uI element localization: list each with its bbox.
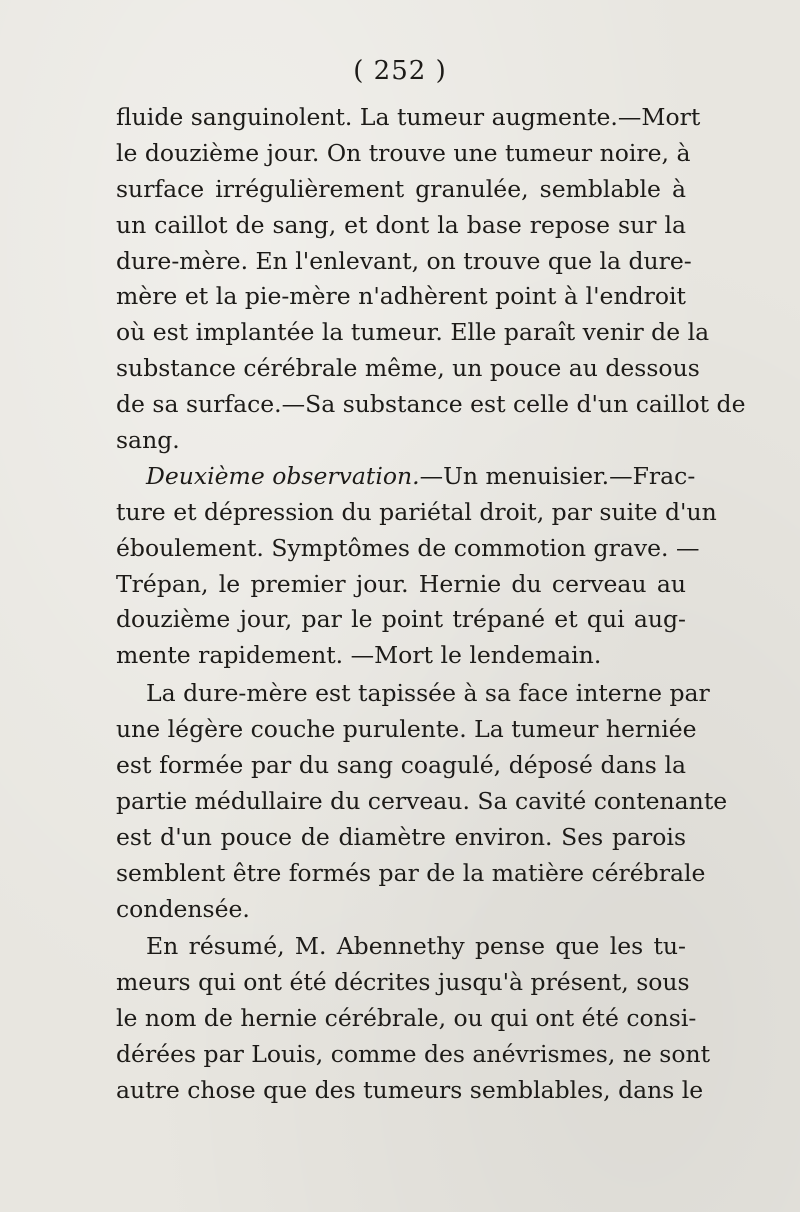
text-line-continuation: —Un menuisier.—Frac- — [419, 461, 696, 490]
text-line: éboulement. Symptômes de commotion grave. — — [116, 533, 700, 562]
text-line: est formée par du sang coagulé, déposé dans la — [116, 751, 686, 780]
text-line: mère et la pie-mère n'adhèrent point à l'endroit — [116, 282, 686, 311]
text-line: substance cérébrale même, un pouce au dessous — [116, 354, 700, 383]
text-line: surface irrégulièrement granulée, semblable à — [116, 174, 686, 203]
text-line: est d'un pouce de diamètre environ. Ses parois — [116, 822, 686, 851]
text-line: partie médullaire du cerveau. Sa cavité contenante — [116, 786, 728, 815]
observation-heading-line — [116, 459, 696, 495]
text-line: semblent être formés par de la matière cérébrale — [116, 858, 706, 887]
text-line: autre chose que des tumeurs semblables, dans le — [116, 1076, 704, 1105]
text-line: meurs qui ont été décrites jusqu'à présent, sous — [116, 968, 690, 997]
text-line: En résumé, M. Abennethy pense que les tu- — [146, 932, 686, 961]
text-line: Trépan, le premier jour. Hernie du cerveau au — [116, 569, 686, 598]
text-line: douzième jour, par le point trépané et qui aug- — [116, 605, 686, 634]
text-line: La dure-mère est tapissée à sa face interne par — [146, 679, 710, 708]
text-line: condensée. — [116, 894, 250, 923]
text-line: fluide sanguinolent. La tumeur augmente.—Mort — [116, 103, 701, 131]
text-line: le nom de hernie cérébrale, ou qui ont été consi- — [116, 1004, 697, 1033]
text-line: de sa surface.—Sa substance est celle d'un caillot de — [116, 390, 746, 419]
text-line: dure-mère. En l'enlevant, on trouve que la dure- — [116, 246, 692, 275]
text-line: sang. — [116, 426, 180, 455]
text-line: dérées par Louis, comme des anévrismes, ne sont — [116, 1040, 711, 1069]
observation-heading: Deuxième observation. — [146, 461, 420, 490]
text-line: mente rapidement. —Mort le lendemain. — [116, 641, 602, 670]
page-number: ( 252 ) — [353, 56, 447, 86]
text-line: le douzième jour. On trouve une tumeur noire, à — [116, 138, 691, 167]
text-line: ture et dépression du pariétal droit, par suite d'un — [116, 497, 717, 526]
body-text — [116, 100, 746, 1109]
text-line: une légère couche purulente. La tumeur herniée — [116, 715, 697, 744]
text-line: où est implantée la tumeur. Elle paraît venir de la — [116, 318, 710, 347]
text-line: un caillot de sang, et dont la base repose sur la — [116, 210, 686, 239]
